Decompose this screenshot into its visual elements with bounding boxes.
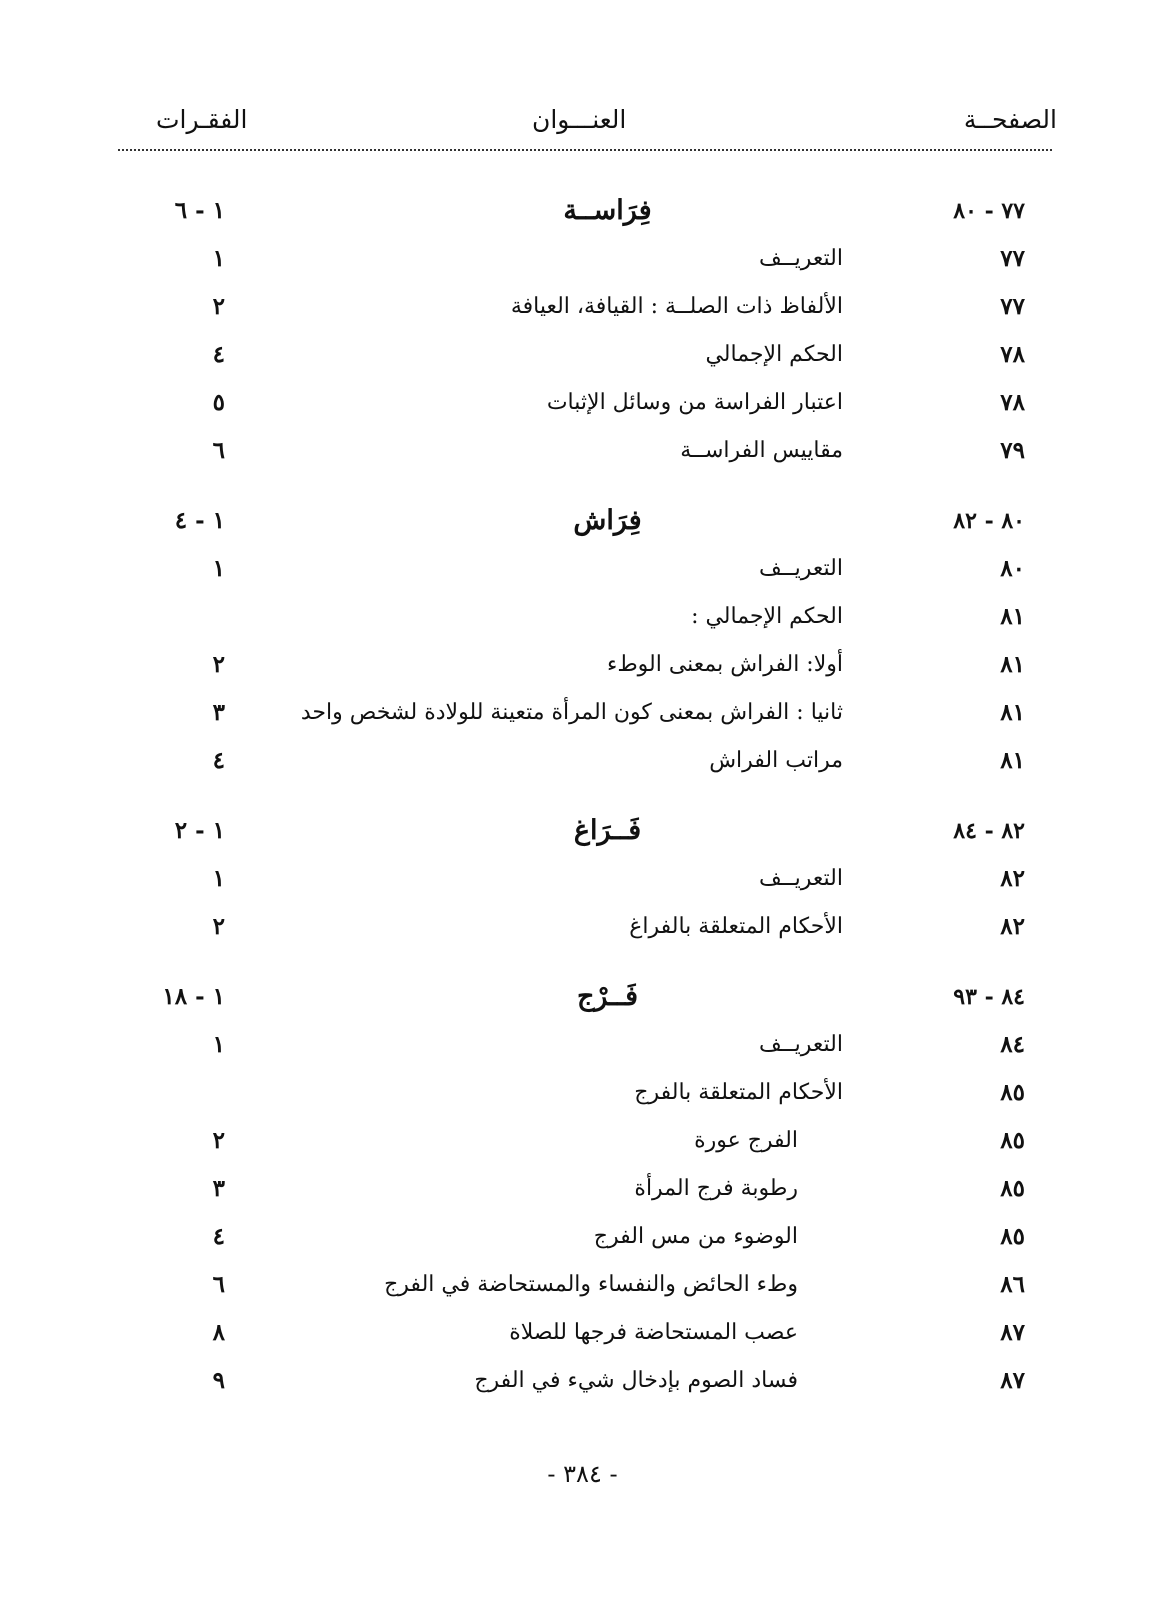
page-range: ٨١ — [1000, 651, 1025, 678]
index-row — [0, 855, 1165, 903]
entry-title: مراتب الفراش — [709, 748, 843, 773]
index-row — [0, 427, 1165, 475]
index-row — [0, 1021, 1165, 1069]
index-row — [0, 737, 1165, 785]
header-dotted-rule — [118, 149, 1052, 151]
entry-title: الفرج عورة — [694, 1128, 798, 1153]
page-range: ٨١ — [1000, 603, 1025, 630]
page-range: ٧٧ — [1000, 293, 1025, 320]
page-range: ٧٧ — [1000, 245, 1025, 272]
page-range: ٨٤ - ٩٣ — [953, 984, 1025, 1010]
paragraph-numbers: ٢ — [212, 293, 225, 320]
page-range: ٨٢ — [1000, 865, 1025, 892]
paragraph-numbers: ١ - ٦ — [174, 197, 225, 224]
paragraph-numbers: ١ - ٤ — [174, 507, 225, 534]
page-range: ٨١ — [1000, 699, 1025, 726]
paragraph-numbers: ٤ — [212, 341, 225, 368]
paragraph-numbers: ٤ — [212, 1223, 225, 1250]
paragraph-numbers: ١ — [212, 1031, 225, 1058]
entry-title: الحكم الإجمالي : — [691, 604, 843, 629]
entry-title: اعتبار الفراسة من وسائل الإثبات — [546, 390, 843, 415]
entry-title: التعريــف — [759, 1032, 843, 1057]
page-range: ٧٨ — [1000, 389, 1025, 416]
page-range: ٨١ — [1000, 747, 1025, 774]
index-row — [0, 545, 1165, 593]
index-row — [0, 283, 1165, 331]
index-row — [0, 235, 1165, 283]
header-title-column: العنـــوان — [532, 105, 627, 134]
page-range: ٧٨ — [1000, 341, 1025, 368]
paragraph-numbers: ٤ — [212, 747, 225, 774]
index-heading-row — [0, 807, 1165, 855]
index-row — [0, 593, 1165, 641]
paragraph-numbers: ١ - ٢ — [174, 817, 225, 844]
index-heading-row — [0, 973, 1165, 1021]
index-row — [0, 331, 1165, 379]
entry-title: فساد الصوم بإدخال شيء في الفرج — [474, 1368, 798, 1393]
index-row — [0, 1309, 1165, 1357]
page-range: ٨٢ - ٨٤ — [953, 818, 1025, 844]
entry-heading: فَــرْج — [576, 981, 639, 1012]
entry-title: الوضوء من مس الفرج — [593, 1224, 798, 1249]
entry-title: التعريــف — [759, 556, 843, 581]
index-row — [0, 1069, 1165, 1117]
entry-title: ثانيا : الفراش بمعنى كون المرأة متعينة للولادة لشخص واحد — [300, 700, 843, 725]
index-row — [0, 689, 1165, 737]
paragraph-numbers: ٥ — [212, 389, 225, 416]
entry-heading: فِرَاســة — [563, 195, 652, 226]
index-heading-row — [0, 497, 1165, 545]
entry-title: الأحكام المتعلقة بالفراغ — [629, 914, 843, 939]
entry-title: التعريــف — [759, 866, 843, 891]
paragraph-numbers: ٣ — [212, 1175, 225, 1202]
entry-title: عصب المستحاضة فرجها للصلاة — [509, 1320, 798, 1345]
entry-title: الحكم الإجمالي — [705, 342, 843, 367]
page-number: - ٣٨٤ - — [547, 1460, 618, 1488]
index-row — [0, 903, 1165, 951]
page-range: ٨٧ — [1000, 1367, 1025, 1394]
entry-title: وطء الحائض والنفساء والمستحاضة في الفرج — [384, 1272, 798, 1297]
page-range: ٨٥ — [1000, 1079, 1025, 1106]
entry-title: رطوبة فرج المرأة — [634, 1176, 798, 1201]
paragraph-numbers: ١ - ١٨ — [162, 983, 225, 1010]
entry-heading: فِرَاش — [573, 505, 642, 536]
header-paragraphs-column: الفقـرات — [156, 105, 248, 134]
page-range: ٨٥ — [1000, 1223, 1025, 1250]
paragraph-numbers: ٢ — [212, 913, 225, 940]
page-range: ٨٦ — [1000, 1271, 1025, 1298]
page-range: ٨٠ — [1000, 555, 1025, 582]
index-row — [0, 1117, 1165, 1165]
paragraph-numbers: ٨ — [212, 1319, 225, 1346]
index-row — [0, 1165, 1165, 1213]
page-range: ٨٢ — [1000, 913, 1025, 940]
page-range: ٨٥ — [1000, 1175, 1025, 1202]
index-row — [0, 379, 1165, 427]
entry-heading: فَــرَاغ — [573, 815, 642, 846]
page-range: ٨٤ — [1000, 1031, 1025, 1058]
entry-title: الأحكام المتعلقة بالفرج — [634, 1080, 843, 1105]
index-row — [0, 1261, 1165, 1309]
entry-title: مقاييس الفراســة — [680, 438, 843, 463]
index-heading-row — [0, 187, 1165, 235]
index-row — [0, 1213, 1165, 1261]
paragraph-numbers: ٣ — [212, 699, 225, 726]
index-row — [0, 1357, 1165, 1405]
paragraph-numbers: ٢ — [212, 1127, 225, 1154]
page-range: ٧٧ - ٨٠ — [953, 198, 1025, 224]
paragraph-numbers: ١ — [212, 245, 225, 272]
paragraph-numbers: ١ — [212, 865, 225, 892]
paragraph-numbers: ٢ — [212, 651, 225, 678]
entry-title: الألفاظ ذات الصلــة : القيافة، العيافة — [510, 294, 843, 319]
paragraph-numbers: ٦ — [212, 437, 225, 464]
entry-title: التعريــف — [759, 246, 843, 271]
page-range: ٨٠ - ٨٢ — [953, 508, 1025, 534]
paragraph-numbers: ١ — [212, 555, 225, 582]
entry-title: أولا: الفراش بمعنى الوطء — [606, 652, 843, 677]
page-range: ٨٥ — [1000, 1127, 1025, 1154]
header-page-column: الصفحــة — [963, 105, 1057, 134]
index-row — [0, 641, 1165, 689]
page-range: ٧٩ — [1000, 437, 1025, 464]
page-range: ٨٧ — [1000, 1319, 1025, 1346]
paragraph-numbers: ٦ — [212, 1271, 225, 1298]
paragraph-numbers: ٩ — [212, 1367, 225, 1394]
